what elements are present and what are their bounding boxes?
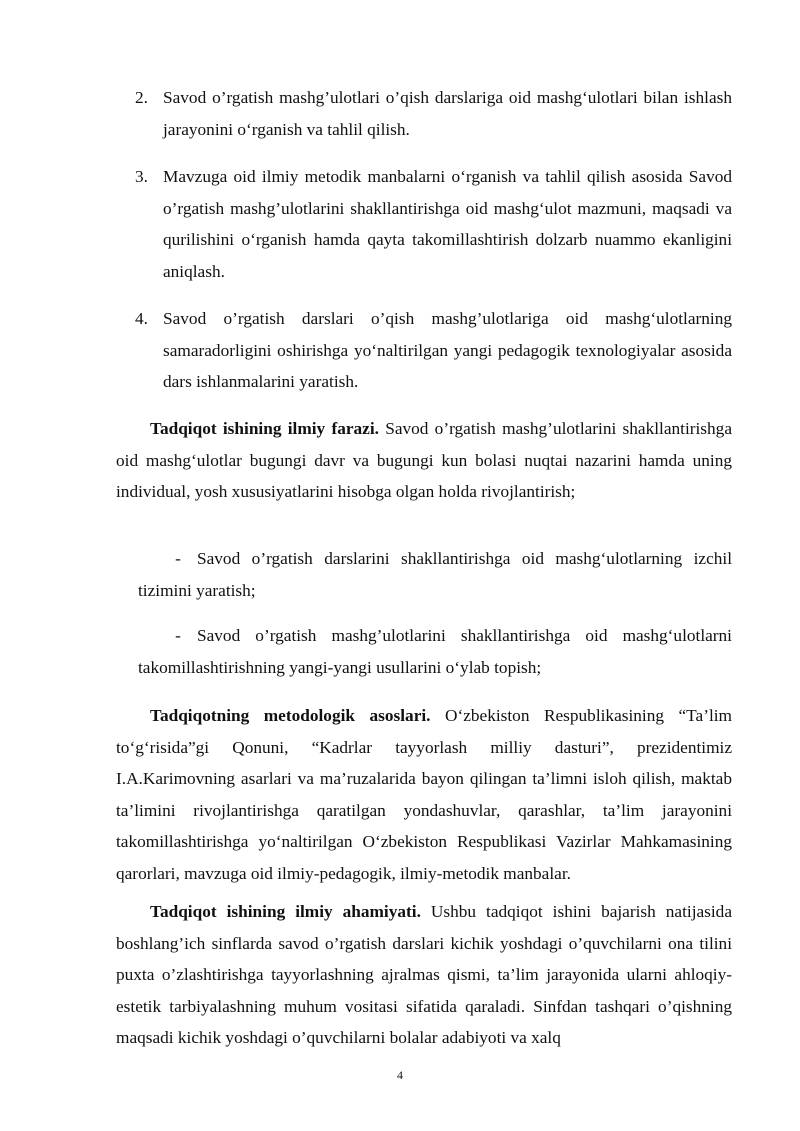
hypothesis-text: Savod o’rgatish mashg’ulotlarini shakllantirishga oid mashg‘ulotlar bugungi davr va bugungi kun bolasi nuqtai nazarini hamda uning individual, yosh xususiyatlarini hisobga olgan holda rivojlantirish; [116,419,732,501]
methodology-heading: Tadqiqotning metodologik asoslari. [150,706,431,725]
list-text: Savod o’rgatish mashg’ulotlari o’qish darslariga oid mashg‘ulotlari bilan ishlash jarayonini o‘rganish va tahlil qilish. [163,88,732,139]
list-number: 2. [135,88,148,107]
dash-text: Savod o’rgatish darslarini shakllantirishga oid mashg‘ulotlarning izchil tizimini yaratish; [138,549,732,600]
list-item [135,303,732,398]
list-number: 3. [135,167,148,186]
hypothesis-heading: Tadqiqot ishining ilmiy farazi. [150,419,379,438]
hypothesis-paragraph [116,413,732,508]
dash-text: Savod o’rgatish mashg’ulotlarini shakllantirishga oid mashg‘ulotlarni takomillashtirishning yangi-yangi usullarini o‘ylab topish; [138,626,732,677]
methodology-text: O‘zbekiston Respublikasining “Ta’lim to‘g‘risida”gi Qonuni, “Kadrlar tayyorlash milliy dasturi”, prezidentimiz I.A.Karimovning asarlari va ma’ruzalarida bayon qilingan ta’limni isloh qilish, maktab ta’limini rivojlantirishga qaratilgan yondashuvlar, qarashlar, ta’lim jarayonini takomillashtirishga yo‘naltirilgan O‘zbekiston Respublikasi Vazirlar Mahkamasining qarorlari, mavzuga oid ilmiy-pedagogik, ilmiy-metodik manbalar. [116,706,732,883]
significance-paragraph [116,896,732,1054]
list-text: Savod o’rgatish darslari o’qish mashg’ulotlariga oid mashg‘ulotlarning samaradorligini oshirishga yo‘naltirilgan yangi pedagogik texnologiyalar asosida dars ishlanmalarini yaratish. [163,309,732,391]
significance-heading: Tadqiqot ishining ilmiy ahamiyati. [150,902,421,921]
dash-marker: - [175,549,181,568]
methodology-paragraph [116,700,732,889]
dash-list-item [138,620,732,683]
dash-list-item [138,543,732,606]
list-text: Mavzuga oid ilmiy metodik manbalarni o‘rganish va tahlil qilish asosida Savod o’rgatish mashg’ulotlarini shakllantirishga oid mashg‘ulot mazmuni, maqsadi va qurilishini o‘rganish hamda qayta takomillashtirish dolzarb nuammo ekanligini aniqlash. [163,167,732,281]
list-item [135,82,732,145]
list-item [135,161,732,287]
page-number: 4 [397,1068,403,1082]
significance-text: Ushbu tadqiqot ishini bajarish natijasida boshlang’ich sinflarda savod o’rgatish darslari kichik yoshdagi o’quvchilarni ona tilini puxta o’zlashtirishga tayyorlashning ajralmas qismi, ta’lim jarayonida ularni ahloqiy-estetik tarbiyalashning muhum vositasi sifatida qaraladi. Sinfdan tashqari o’qishning maqsadi kichik yoshdagi o’quvchilarni bolalar adabiyoti va xalq [116,902,732,1047]
list-number: 4. [135,309,148,328]
dash-marker: - [175,626,181,645]
